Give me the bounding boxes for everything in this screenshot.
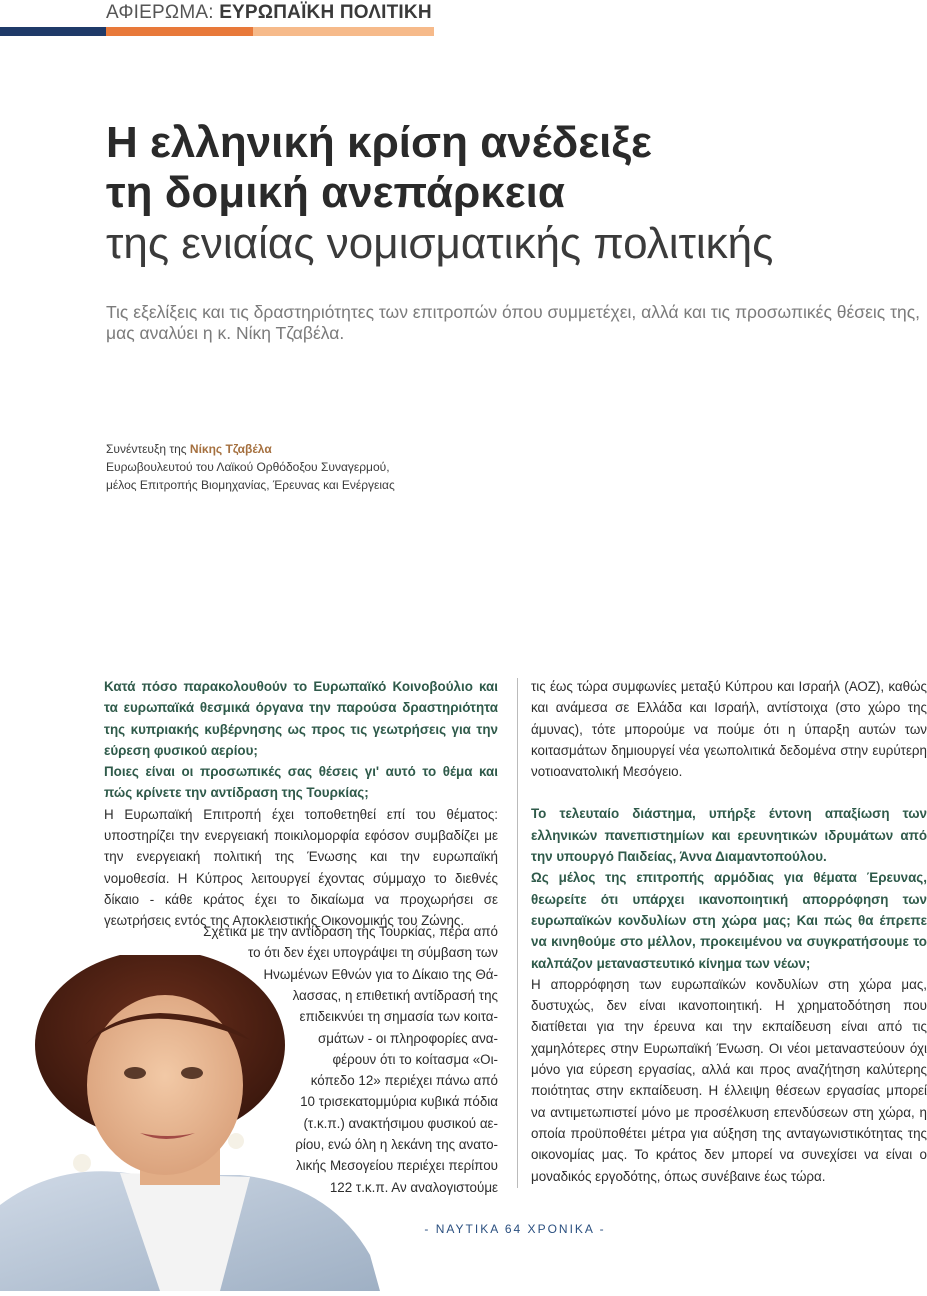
answer-2: Η απορρόφηση των ευρωπαϊκών κονδυλίων στη χώρα μας, δυστυχώς, δεν είναι ικανοποιητική. Η χρηματοδότηση που διατίθεται για την έρευνα και την εκπαίδευση είναι από τις χαμηλότερες στην Ευρωπαϊκή Ένωση. Οι νέοι μεταναστεύουν όχι μόνο για εύρεση εργασίας, αλλά και προς αναζήτηση καλύτερης ποιότητας στην εκπαίδευση. Η έλλειψη θέσεων εργασίας μπορεί να αντιμετωπιστεί μόνο με προσέλκυση επενδύσεων στη χώρα, η οποία προϋποθέτει μέτρα για αύξηση της ανταγωνιστικότητας της οικονομίας μας. Το κράτος δεν μπορεί να συνεχίσει να είναι ο μοναδικός εργοδότης, όπως συνέβαινε έως τώρα.: [531, 976, 927, 1184]
header-bar-orange: [106, 27, 253, 36]
byline: [106, 440, 506, 494]
flow-line: επιδεικνύει τη σημασία των κοιτα-: [299, 1009, 498, 1025]
answer-1-continued: τις έως τώρα συμφωνίες μεταξύ Κύπρου και Ισραήλ (ΑΟΖ), καθώς και ανάμεσα σε Ελλάδα και Ισραήλ, αντίστοιχα (στο χώρο της άμυνας), τότε μπορούμε να πούμε ότι η ύπαρξη αυτών των κοιτασμάτων δημιουργεί νέα γεωπολιτικά δεδομένα στην ευρύτερη νοτιοανατολική Μεσόγειο.: [531, 679, 927, 780]
flow-line: Ηνωμένων Εθνών για το Δίκαιο της Θά-: [263, 966, 498, 982]
flow-line: Σχετικά με την αντίδραση της Τουρκίας, πέρα από: [203, 924, 498, 939]
question-3: Το τελευταίο διάστημα, υπήρξε έντονη απαξίωση των ελληνικών πανεπιστημίων και ερευνητικών ιδρυμάτων από την υπουργό Παιδείας, Άννα Διαμαντοπούλου.: [531, 806, 927, 865]
flow-line: 122 τ.κ.π. Αν αναλογιστούμε: [329, 1179, 498, 1195]
title-line-1: Η ελληνική κρίση ανέδειξε: [106, 118, 652, 167]
title-line-3: της ενιαίας νομισματικής πολιτικής: [106, 219, 774, 268]
header-bar-navy: [0, 27, 106, 36]
flow-line: φέρουν ότι το κοίτασμα «Οι-: [332, 1051, 498, 1067]
flow-line: (τ.κ.π.) ανακτήσιμου φυσικού αε-: [303, 1115, 498, 1131]
question-1: Κατά πόσο παρακολουθούν το Ευρωπαϊκό Κοινοβούλιο και τα ευρωπαϊκά θεσμικά όργανα την παρούσα δραστηριότητα της κυπριακής κυβέρνησης ως προς τις γεωτρήσεις για την εύρεση φυσικού αερίου;: [104, 679, 498, 758]
flow-line: το ότι δεν έχει υπογράψει τη σύμβαση των: [248, 945, 498, 961]
question-2: Ποιες είναι οι προσωπικές σας θέσεις γι' αυτό το θέμα και πώς κρίνετε την αντίδραση της Τουρκίας;: [104, 764, 498, 801]
header-bar-light-orange: [253, 27, 434, 36]
flow-line: ρίου, ενώ όλη η λεκάνη της ανατο-: [295, 1137, 498, 1152]
section-label: ΑΦΙΕΡΩΜΑ:: [106, 2, 214, 23]
portrait-photo: [0, 955, 380, 1291]
flow-line: σμάτων - οι πληροφορίες ανα-: [318, 1030, 498, 1046]
byline-name: Νίκης Τζαβέλα: [189, 442, 272, 456]
section-topic: ΕΥΡΩΠΑΪΚΗ ΠΟΛΙΤΙΚΗ: [219, 2, 432, 23]
left-column: [104, 676, 498, 932]
right-column: [531, 676, 927, 1187]
title-line-2: τη δομική ανεπάρκεια: [106, 168, 565, 217]
question-4: Ως μέλος της επιτροπής αρμόδιας για θέματα Έρευνας, θεωρείτε ότι υπάρχει ικανοποιητική απορρόφηση των ευρωπαϊκών κονδυλίων στη χώρα μας; Και πώς θα έπρεπε να κινηθούμε στο μέλλον, προκειμένου να συγκρατήσουμε το καλπάζον μεταναστευτικό κίνημα των νέων;: [531, 870, 927, 971]
flow-line: λασσας, η επιθετική αντίδρασή της: [292, 987, 498, 1003]
flow-line: κόπεδο 12» περιέχει πάνω από: [310, 1073, 498, 1089]
section-header: [106, 2, 432, 24]
answer-1: Η Ευρωπαϊκή Επιτροπή έχει τοποθετηθεί επί του θέματος: υποστηρίζει την ενεργειακή ποικιλομορφία εφόσον συμβαδίζει με την ενεργειακή πολιτική της Ένωσης και την ευρωπαϊκή νομοθεσία. Η Κύπρος λειτουργεί έχοντας σύμμαχο το διεθνές δίκαιο - κάθε κράτος έχει το δικαίωμα να προχωρήσει σε γεωτρήσεις εντός της Αποκλειστικής Οικονομικής του Ζώνης.: [104, 806, 498, 929]
byline-role-2: μέλος Επιτροπής Βιομηχανίας, Έρευνας και Ενέργειας: [106, 478, 395, 492]
article-subtitle: Τις εξελίξεις και τις δραστηριότητες των επιτροπών όπου συμμετέχει, αλλά και τις προσωπικές θέσεις της, μας αναλύει η κ. Νίκη Τζαβέλα.: [106, 302, 921, 343]
paragraph-gap: [531, 782, 927, 803]
byline-prefix: Συνέντευξη της: [106, 442, 187, 456]
byline-role-1: Ευρωβουλευτού του Λαϊκού Ορθόδοξου Συναγερμού,: [106, 460, 390, 474]
article-title: [106, 118, 906, 270]
column-divider: [517, 678, 518, 1188]
flow-line: 10 τρισεκατομμύρια κυβικά πόδια: [300, 1094, 498, 1110]
flow-line: λικής Μεσογείου περιέχει περίπου: [295, 1158, 498, 1174]
page-footer: - ΝΑΥΤΙΚΑ 64 ΧΡΟΝΙΚΑ -: [424, 1222, 606, 1236]
